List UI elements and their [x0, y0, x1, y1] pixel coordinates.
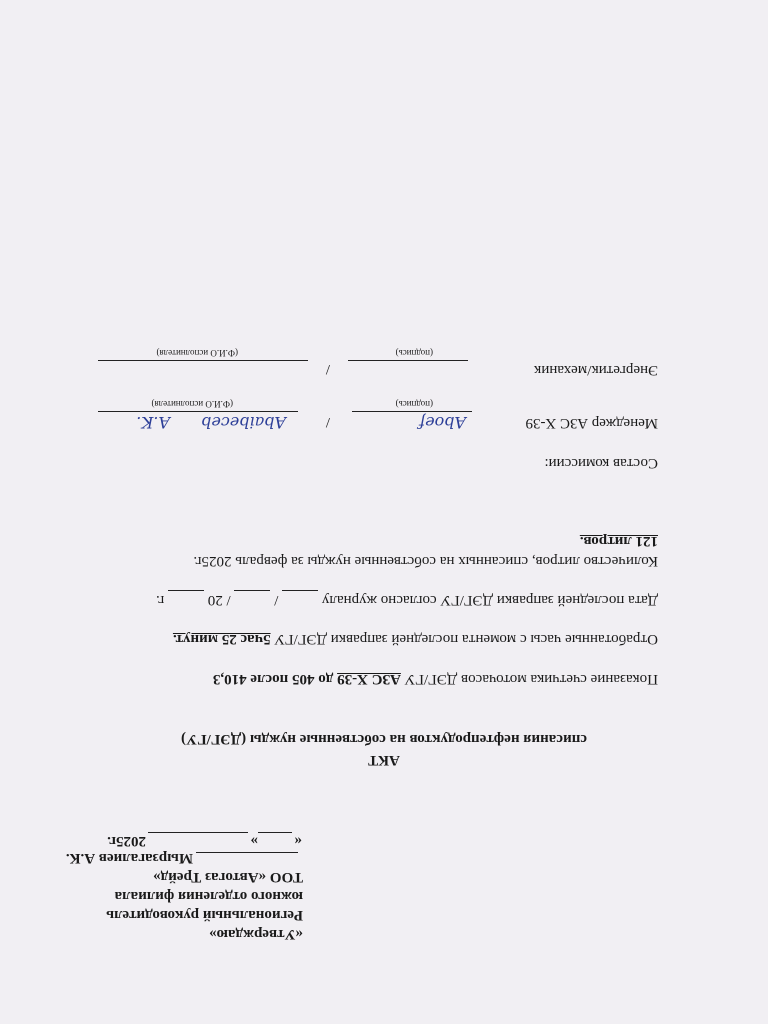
act-title: АКТ [368, 752, 400, 768]
approval-company: ТОО «Автогаз Трейд» [153, 869, 303, 885]
approval-signature-line [196, 852, 298, 853]
member-slash: / [325, 414, 330, 430]
signature-caption: (подпись) [395, 399, 433, 409]
member-role: Энергетик/механик [534, 362, 658, 378]
last-fuel-prefix: Дата последней заправки ДЭГ/ГУ согласно журналу [321, 592, 658, 608]
signature-caption: (подпись) [395, 348, 433, 358]
last-fuel-suffix: г. [156, 592, 165, 608]
last-fuel-slash2: / 20 [207, 592, 231, 608]
name-line [98, 411, 298, 412]
hours-value: 5час 25 минут. [172, 631, 271, 647]
name-caption: (Ф.И.О исполнителя) [151, 399, 233, 409]
quantity-value: 121 литров. [579, 533, 658, 549]
hours-prefix: Отработанные часы с момента последней заправки ДЭГ/ГУ [274, 631, 658, 647]
approval-date-open: « [294, 833, 302, 849]
name-caption: (Ф.И.О исполнителя) [156, 348, 238, 358]
last-fuel-year-blank [168, 590, 204, 608]
meter-reading: до 405 после 410,3 [212, 671, 334, 687]
member-slash: / [325, 361, 330, 377]
approval-year: 2025г. [107, 833, 146, 849]
approval-position-1: Региональный руководитель [106, 907, 303, 923]
last-fuel-slash1: / [274, 592, 279, 608]
approval-position-2: южного отделения филиала [114, 888, 303, 904]
approval-heading: «Утверждаю» [209, 926, 303, 942]
quantity-text: Количество литров, списанных на собственные нужды за февраль 2025г. [193, 553, 658, 569]
approval-date-close: » [250, 833, 258, 849]
name-line [98, 360, 308, 361]
handwritten-initials: A.K. [136, 413, 170, 432]
act-subtitle: списания нефтепродуктов на собственные нужды (ДЭГ/ГУ) [181, 731, 587, 747]
approval-month-line [148, 832, 248, 833]
meter-station: АЗС Х-39 [337, 671, 401, 687]
meter-prefix: Показание счетчика моточасов ДЭГ/ГУ [404, 671, 658, 687]
handwritten-signature: Aboef [419, 413, 466, 432]
last-fuel-month-blank [234, 590, 270, 608]
commission-heading: Состав комиссии: [544, 455, 658, 471]
last-fuel-line [156, 590, 658, 608]
approval-day-line [258, 832, 292, 833]
hours-line [173, 630, 658, 647]
meter-line [213, 670, 658, 687]
signature-line [352, 411, 472, 412]
handwritten-name: Abaibeceb [201, 413, 286, 432]
last-fuel-day-blank [282, 590, 318, 608]
signature-line [348, 360, 468, 361]
member-role: Менеджер АЗС Х-39 [525, 415, 658, 431]
approval-name: Мырзагалиев А.К. [65, 850, 193, 866]
